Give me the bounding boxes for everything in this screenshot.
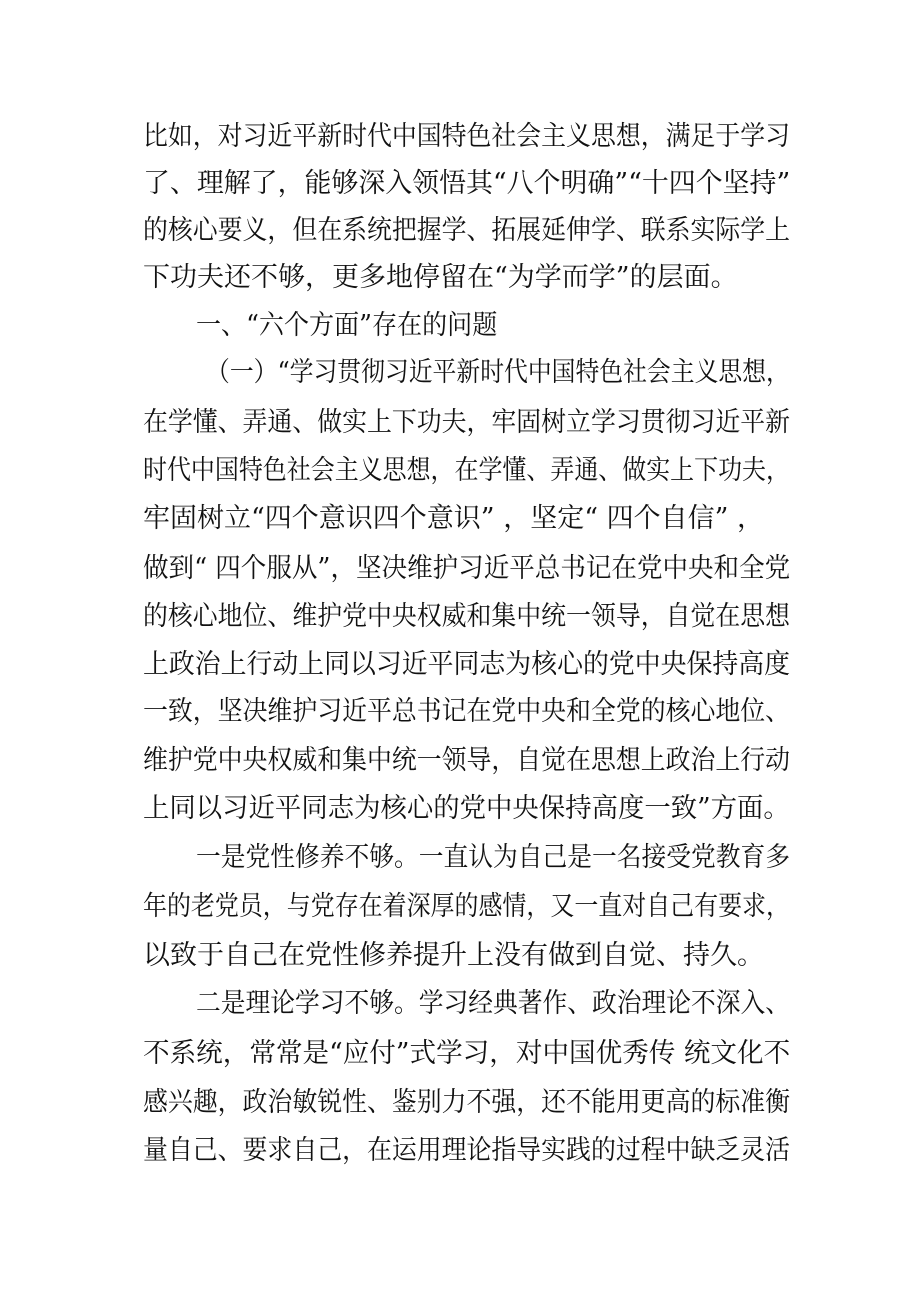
paragraph-first-line: 一是党性修养不够。一直认为自己是一名接受党教育多 <box>196 842 791 873</box>
section-heading: 一、“六个方面”存在的问题 <box>196 310 498 341</box>
paragraph-line: 以致于自己在党性修养提升上没有做到自觉、持久。 <box>143 940 764 971</box>
paragraph-line: 的核心要义，但在系统把握学、拓展延伸学、联系实际学上 <box>143 215 791 246</box>
paragraph-line: 下功夫还不够，更多地停留在“为学而学”的层面。 <box>143 262 738 293</box>
paragraph-line: 时代中国特色社会主义思想，在学懂、弄通、做实上下功夫， <box>143 455 790 486</box>
paragraph-line: 一致，坚决维护习近平总书记在党中央和全党的核心地位、 <box>143 696 791 727</box>
paragraph-line: 量自己、要求自己，在运用理论指导实践的过程中缺乏灵活 <box>143 1135 791 1166</box>
paragraph-line: 年的老党员，与党存在着深厚的感情，又一直对自己有要求， <box>143 891 790 922</box>
paragraph-line: 上政治上行动上同以习近平同志为核心的党中央保持高度 <box>143 649 790 680</box>
subsection-heading: （一）“学习贯彻习近平新时代中国特色社会主义思想， <box>206 357 790 388</box>
paragraph-line: 维护党中央权威和集中统一领导，自觉在思想上政治上行动 <box>143 745 791 776</box>
paragraph-line: 上同以习近平同志为核心的党中央保持高度一致”方面。 <box>143 793 790 824</box>
paragraph-line: 了、理解了，能够深入领悟其“八个明确”“十四个坚持” <box>143 168 791 199</box>
paragraph-line: 感兴趣，政治敏锐性、鉴别力不强，还不能用更高的标准衡 <box>143 1087 791 1118</box>
paragraph-first-line: 二是理论学习不够。学习经典著作、政治理论不深入、 <box>196 988 791 1019</box>
paragraph-line: 不系统，常常是“应付”式学习，对中国优秀传 统文化不 <box>143 1038 791 1069</box>
paragraph-line: 比如，对习近平新时代中国特色社会主义思想，满足于学习 <box>143 121 791 152</box>
paragraph-line: 在学懂、弄通、做实上下功夫，牢固树立学习贯彻习近平新 <box>143 407 791 438</box>
paragraph-line: 做到“ 四个服从”，坚决维护习近平总书记在党中央和全党 <box>143 553 791 584</box>
paragraph-line: 牢固树立“四个意识四个意识” ，坚定“ 四个自信” ， <box>143 503 764 534</box>
paragraph-line: 的核心地位、维护党中央权威和集中统一领导，自觉在思想 <box>143 601 791 632</box>
